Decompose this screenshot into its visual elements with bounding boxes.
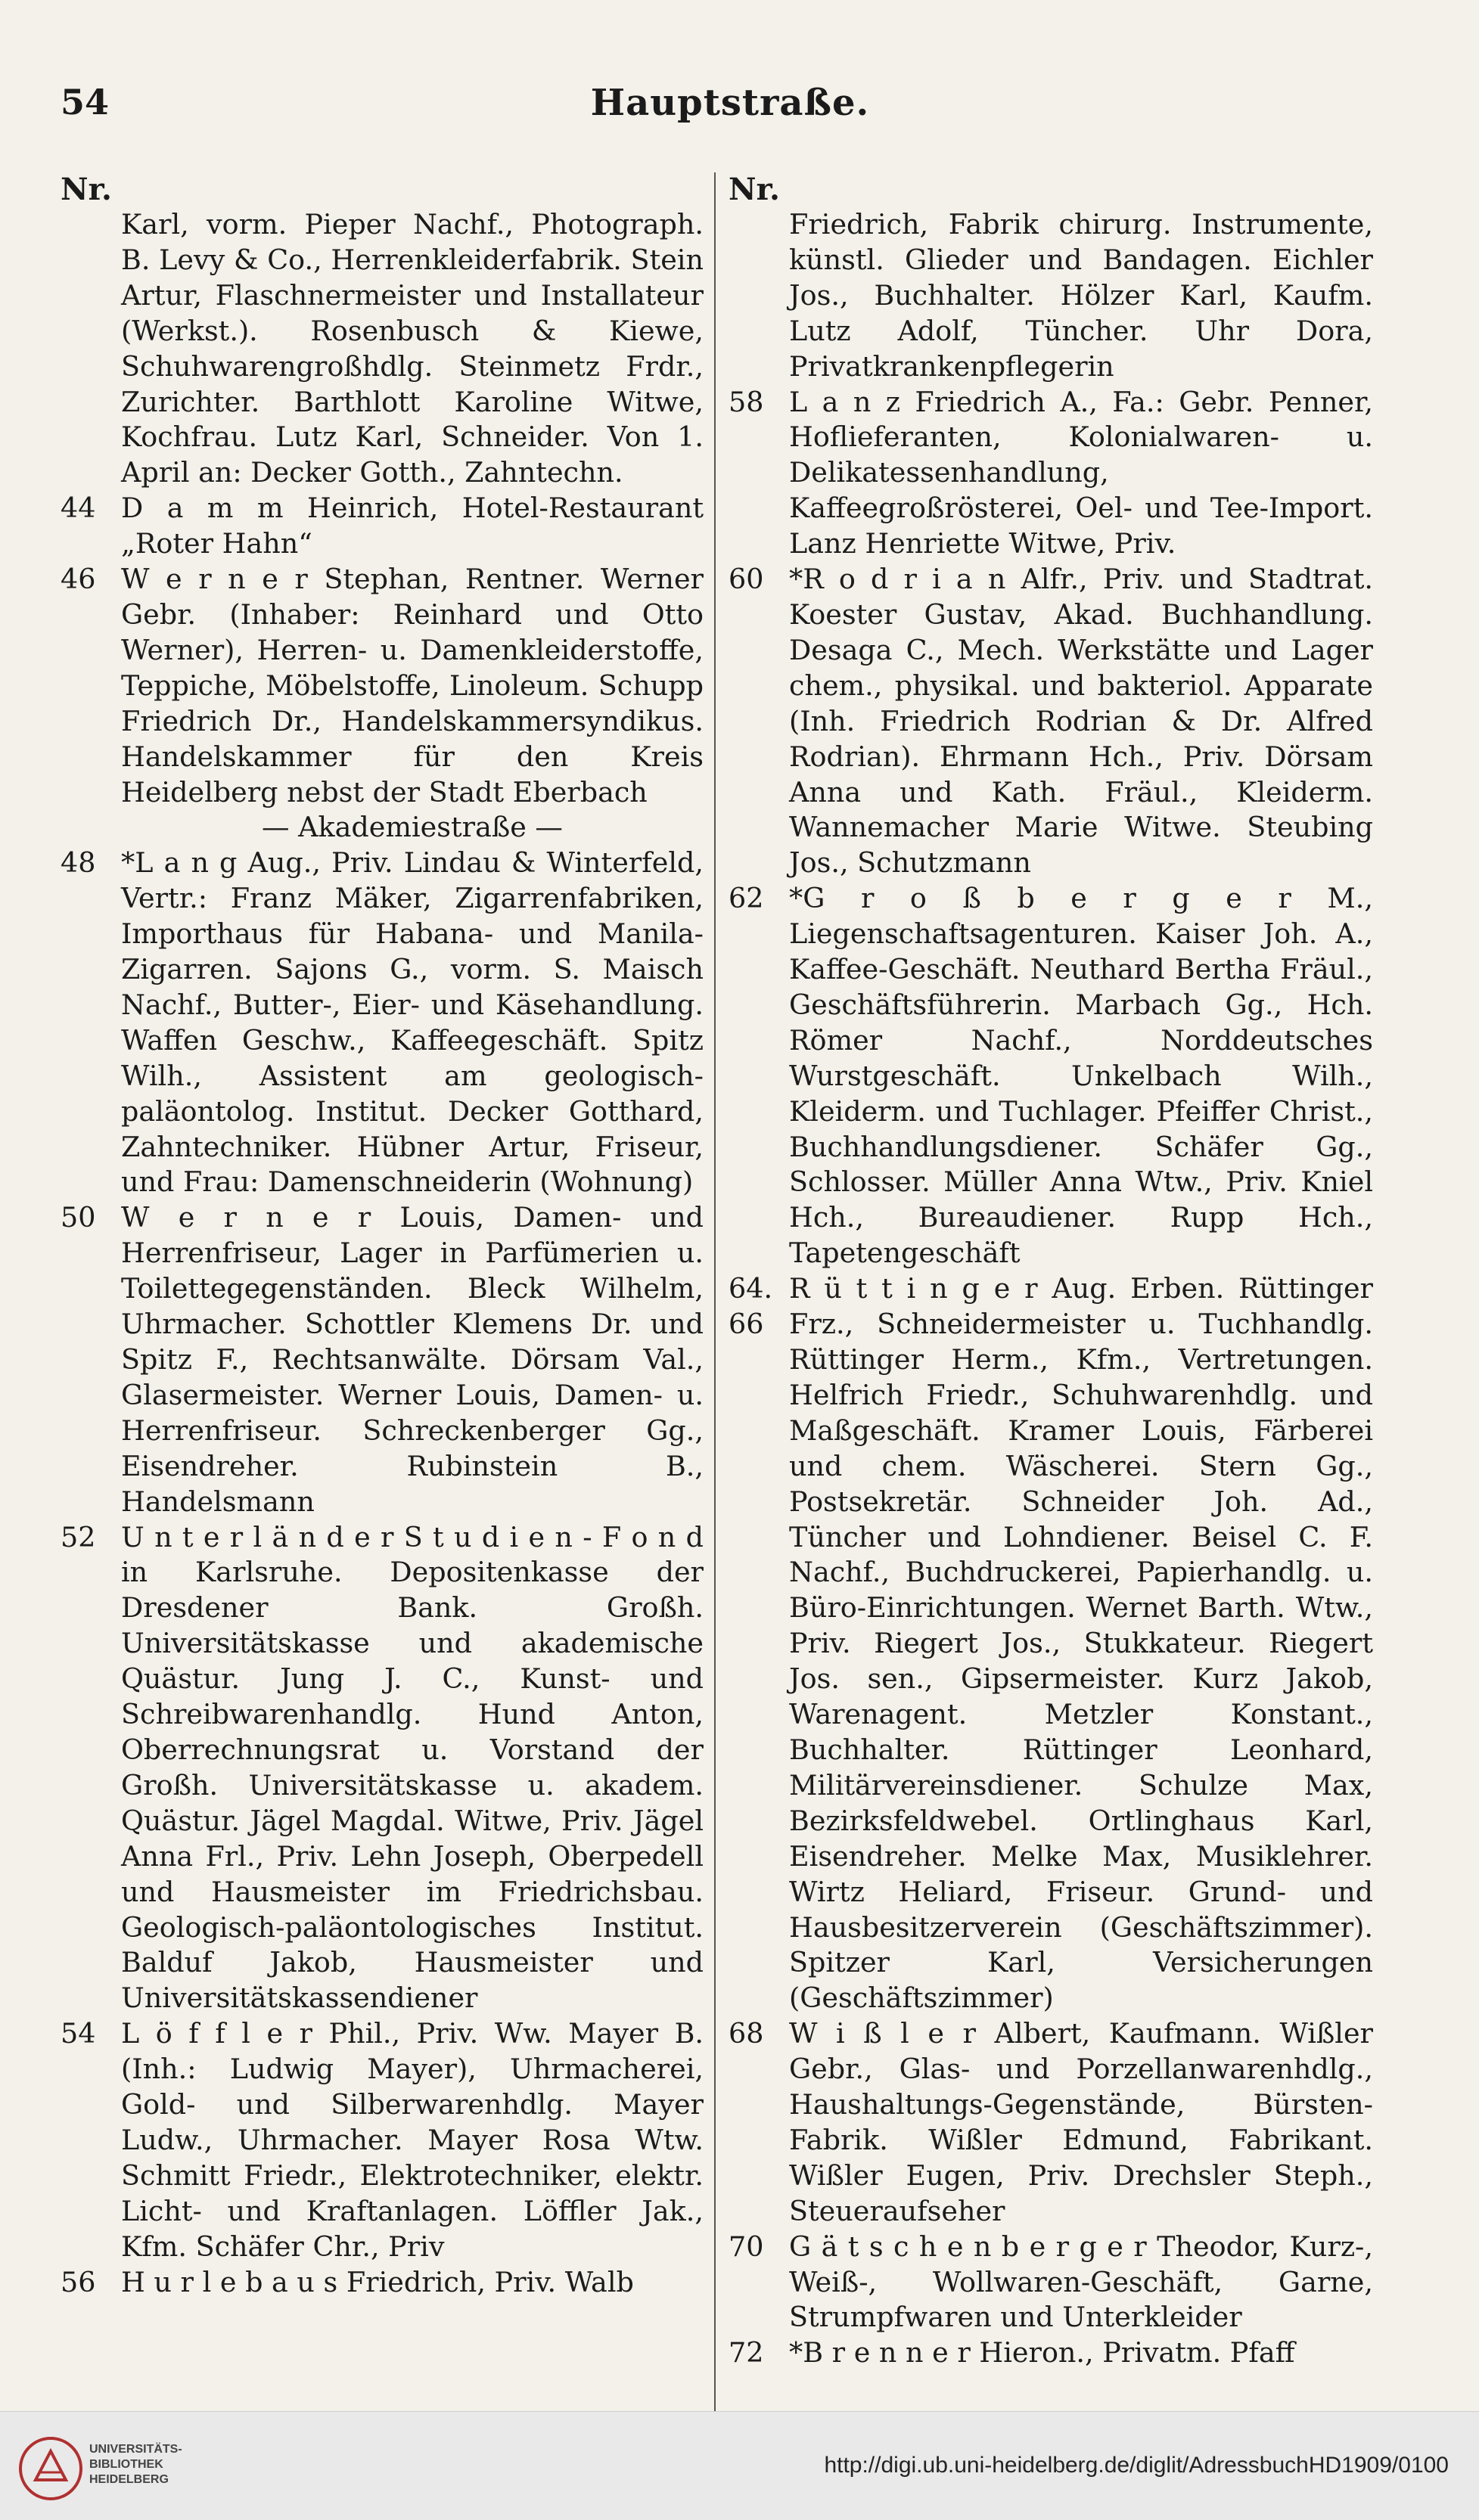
address-entry	[729, 881, 1373, 1271]
address-entry	[61, 1200, 704, 1519]
entry-text: U n t e r l ä n d e r S t u d i e n - F o n d in Karlsruhe. Depositenkasse der Dresdener Bank. Großh. Universitätskasse und akademische Quästur. Jung J. C., Kunst- und Schreibwarenhandlg. Hund Anton, Oberrechnungsrat u. Vorstand der Großh. Universitätskasse u. akadem. Quästur. Jägel Magdal. Witwe, Priv. Jägel Anna Frl., Priv. Lehn Joseph, Oberpedell und Hausmeister im Friedrichsbau. Geologisch-paläontologisches Institut. Balduf Jakob, Hausmeister und Universitätskassendiener	[121, 1520, 704, 2015]
column-divider	[714, 172, 716, 2411]
entry-text: *L a n g Aug., Priv. Lindau & Winterfeld, Vertr.: Franz Mäker, Zigarrenfabriken, Importhaus für Habana- und Manila-Zigarren. Sajons G., vorm. S. Maisch Nachf., Butter-, Eier- und Käsehandlung. Waffen Geschw., Kaffeegeschäft. Spitz Wilh., Assistent am geologisch-paläontolog. Institut. Decker Gotthard, Zahntechniker. Hübner Artur, Friseur, und Frau: Damenschneiderin (Wohnung)	[121, 846, 704, 1199]
logo-line: UNIVERSITÄTS-	[89, 2443, 182, 2456]
address-entry	[729, 2230, 1373, 2336]
page-number: 54	[61, 82, 110, 123]
address-entry	[729, 385, 1373, 563]
entry-text: *R o d r i a n Alfr., Priv. und Stadtrat. Koester Gustav, Akad. Buchhandlung. Desaga C., Mech. Werkstätte und Lager chem., physikal. und bakteriol. Apparate (Inh. Friedrich Rodrian & Dr. Alfred Rodrian). Ehrmann Hch., Priv. Dörsam Anna und Kath. Fräul., Kleiderm. Wannemacher Marie Witwe. Steubing Jos., Schutzmann	[789, 563, 1373, 880]
address-entry	[61, 846, 704, 1200]
entry-text: G ä t s c h e n b e r g e r Theodor, Kurz-, Weiß-, Wollwaren-Geschäft, Garne, Strumpfwaren und Unterkleider	[789, 2230, 1373, 2334]
house-number: 50	[61, 1201, 96, 1234]
address-entry	[729, 1271, 1373, 2016]
nr-heading: Nr.	[729, 172, 780, 207]
logo-line: BIBLIOTHEK	[89, 2458, 163, 2471]
address-entry	[61, 207, 704, 491]
entry-text: W e r n e r Stephan, Rentner. Werner Gebr. (Inhaber: Reinhard und Otto Werner), Herren- u. Damenkleiderstoffe, Teppiche, Möbelstoffe, Linoleum. Schupp Friedrich Dr., Handelskammersyndikus. Handelskammer für den Kreis Heidelberg nebst der Stadt Eberbach	[121, 563, 704, 808]
house-number: 62	[729, 882, 764, 915]
source-url-link[interactable]: http://digi.ub.uni-heidelberg.de/diglit/AdressbuchHD1909/0100	[824, 2453, 1449, 2478]
page-title: Hauptstraße.	[590, 82, 870, 124]
house-number: 52	[61, 1520, 96, 1553]
page-header	[61, 82, 1400, 127]
house-number: 46	[61, 563, 96, 596]
house-number: 60	[729, 563, 764, 596]
address-entry	[61, 491, 704, 562]
house-number: 54	[61, 2017, 96, 2050]
house-number: 64. 66	[729, 1272, 773, 1341]
house-number: 70	[729, 2230, 764, 2263]
address-entry	[61, 1520, 704, 2017]
house-number: 56	[61, 2265, 96, 2298]
entry-text: L ö f f l e r Phil., Priv. Ww. Mayer B. (Inh.: Ludwig Mayer), Uhrmacherei, Gold- und Silberwarenhdlg. Mayer Ludw., Uhrmacher. Mayer Rosa Wtw. Schmitt Friedr., Elektrotechniker, elektr. Licht- und Kraftanlagen. Löffler Jak., Kfm. Schäfer Chr., Priv	[121, 2017, 704, 2263]
address-entry	[729, 562, 1373, 881]
house-number: 58	[729, 385, 764, 418]
left-column	[61, 172, 704, 2411]
address-entry	[61, 2265, 704, 2301]
street-subheading: — Akademiestraße —	[262, 811, 563, 844]
entry-text: W e r n e r Louis, Damen- und Herrenfriseur, Lager in Parfümerien u. Toilettegegenständen. Bleck Wilhelm, Uhrmacher. Schottler Klemens Dr. und Spitz F., Rechtsanwälte. Dörsam Val., Glasermeister. Werner Louis, Damen- u. Herrenfriseur. Schreckenberger Gg., Eisendreher. Rubinstein B., Handelsmann	[121, 1201, 704, 1518]
house-number: 44	[61, 492, 96, 525]
house-number: 48	[61, 846, 96, 880]
address-entry	[61, 562, 704, 810]
viewer-footer	[0, 2411, 1479, 2520]
address-entry	[729, 2335, 1373, 2371]
university-seal-icon	[17, 2435, 85, 2503]
entry-text: *G r o ß b e r g e r M., Liegenschaftsagenturen. Kaiser Joh. A., Kaffee-Geschäft. Neuthard Bertha Fräul., Geschäftsführerin. Marbach Gg., Hch. Römer Nachf., Norddeutsches Wurstgeschäft. Unkelbach Wilh., Kleiderm. und Tuchlager. Pfeiffer Christ., Buchhandlungsdiener. Schäfer Gg., Schlosser. Müller Anna Wtw., Priv. Kniel Hch., Bureaudiener. Rupp Hch., Tapetengeschäft	[789, 882, 1373, 1270]
entry-text: Friedrich, Fabrik chirurg. Instrumente, künstl. Glieder und Bandagen. Eichler Jos., Buchhalter. Hölzer Karl, Kaufm. Lutz Adolf, Tüncher. Uhr Dora, Privatkrankenpflegerin	[789, 208, 1373, 383]
left-entries	[61, 207, 704, 2300]
entry-text: R ü t t i n g e r Aug. Erben. Rüttinger Frz., Schneidermeister u. Tuchhandlg. Rüttinger Herm., Kfm., Vertretungen. Helfrich Friedr., Schuhwarenhdlg. und Maßgeschäft. Kramer Louis, Färberei und chem. Wäscherei. Stern Gg., Postsekretär. Schneider Joh. Ad., Tüncher und Lohndiener. Beisel C. F. Nachf., Buchdruckerei, Papierhandlg. u. Büro-Einrichtungen. Wernet Barth. Wtw., Priv. Riegert Jos., Stukkateur. Riegert Jos. sen., Gipsermeister. Kurz Jakob, Warenagent. Metzler Konstant., Buchhalter. Rüttinger Leonhard, Militärvereinsdiener. Schulze Max, Bezirksfeldwebel. Ortlinghaus Karl, Eisendreher. Melke Max, Musiklehrer. Wirtz Heliard, Friseur. Grund- und Hausbesitzerverein (Geschäftszimmer). Spitzer Karl, Versicherungen (Geschäftszimmer)	[789, 1272, 1373, 2015]
entry-text: D a m m Heinrich, Hotel-Restaurant „Roter Hahn“	[121, 492, 704, 560]
entry-text: Karl, vorm. Pieper Nachf., Photograph. B. Levy & Co., Herrenkleiderfabrik. Stein Artur, Flaschnermeister und Installateur (Werkst.). Rosenbusch & Kiewe, Schuhwarengroßhdlg. Steinmetz Frdr., Zurichter. Barthlott Karoline Witwe, Kochfrau. Lutz Karl, Schneider. Von 1. April an: Decker Gotth., Zahntechn.	[121, 208, 704, 489]
right-entries	[729, 207, 1373, 2371]
entry-text: L a n z Friedrich A., Fa.: Gebr. Penner, Hoflieferanten, Kolonialwaren- u. Delikatessenhandlung, Kaffeegroßrösterei, Oel- und Tee-Import. Lanz Henriette Witwe, Priv.	[789, 385, 1373, 560]
right-column	[729, 172, 1373, 2411]
logo-line: HEIDELBERG	[89, 2473, 169, 2486]
address-entry	[729, 2016, 1373, 2229]
nr-heading: Nr.	[61, 172, 112, 207]
entry-text: H u r l e b a u s Friedrich, Priv. Walb	[121, 2265, 634, 2298]
house-number: 68	[729, 2017, 764, 2050]
address-entry	[61, 2016, 704, 2264]
house-number: 72	[729, 2336, 764, 2369]
entry-text: *B r e n n e r Hieron., Privatm. Pfaff	[789, 2336, 1295, 2369]
entry-text: W i ß l e r Albert, Kaufmann. Wißler Gebr., Glas- und Porzellanwarenhdlg., Haushaltungs-Gegenstände, Bürsten-Fabrik. Wißler Edmund, Fabrikant. Wißler Eugen, Priv. Drechsler Steph., Steueraufseher	[789, 2017, 1373, 2227]
address-entry	[729, 207, 1373, 385]
library-logo-text	[89, 2442, 182, 2487]
